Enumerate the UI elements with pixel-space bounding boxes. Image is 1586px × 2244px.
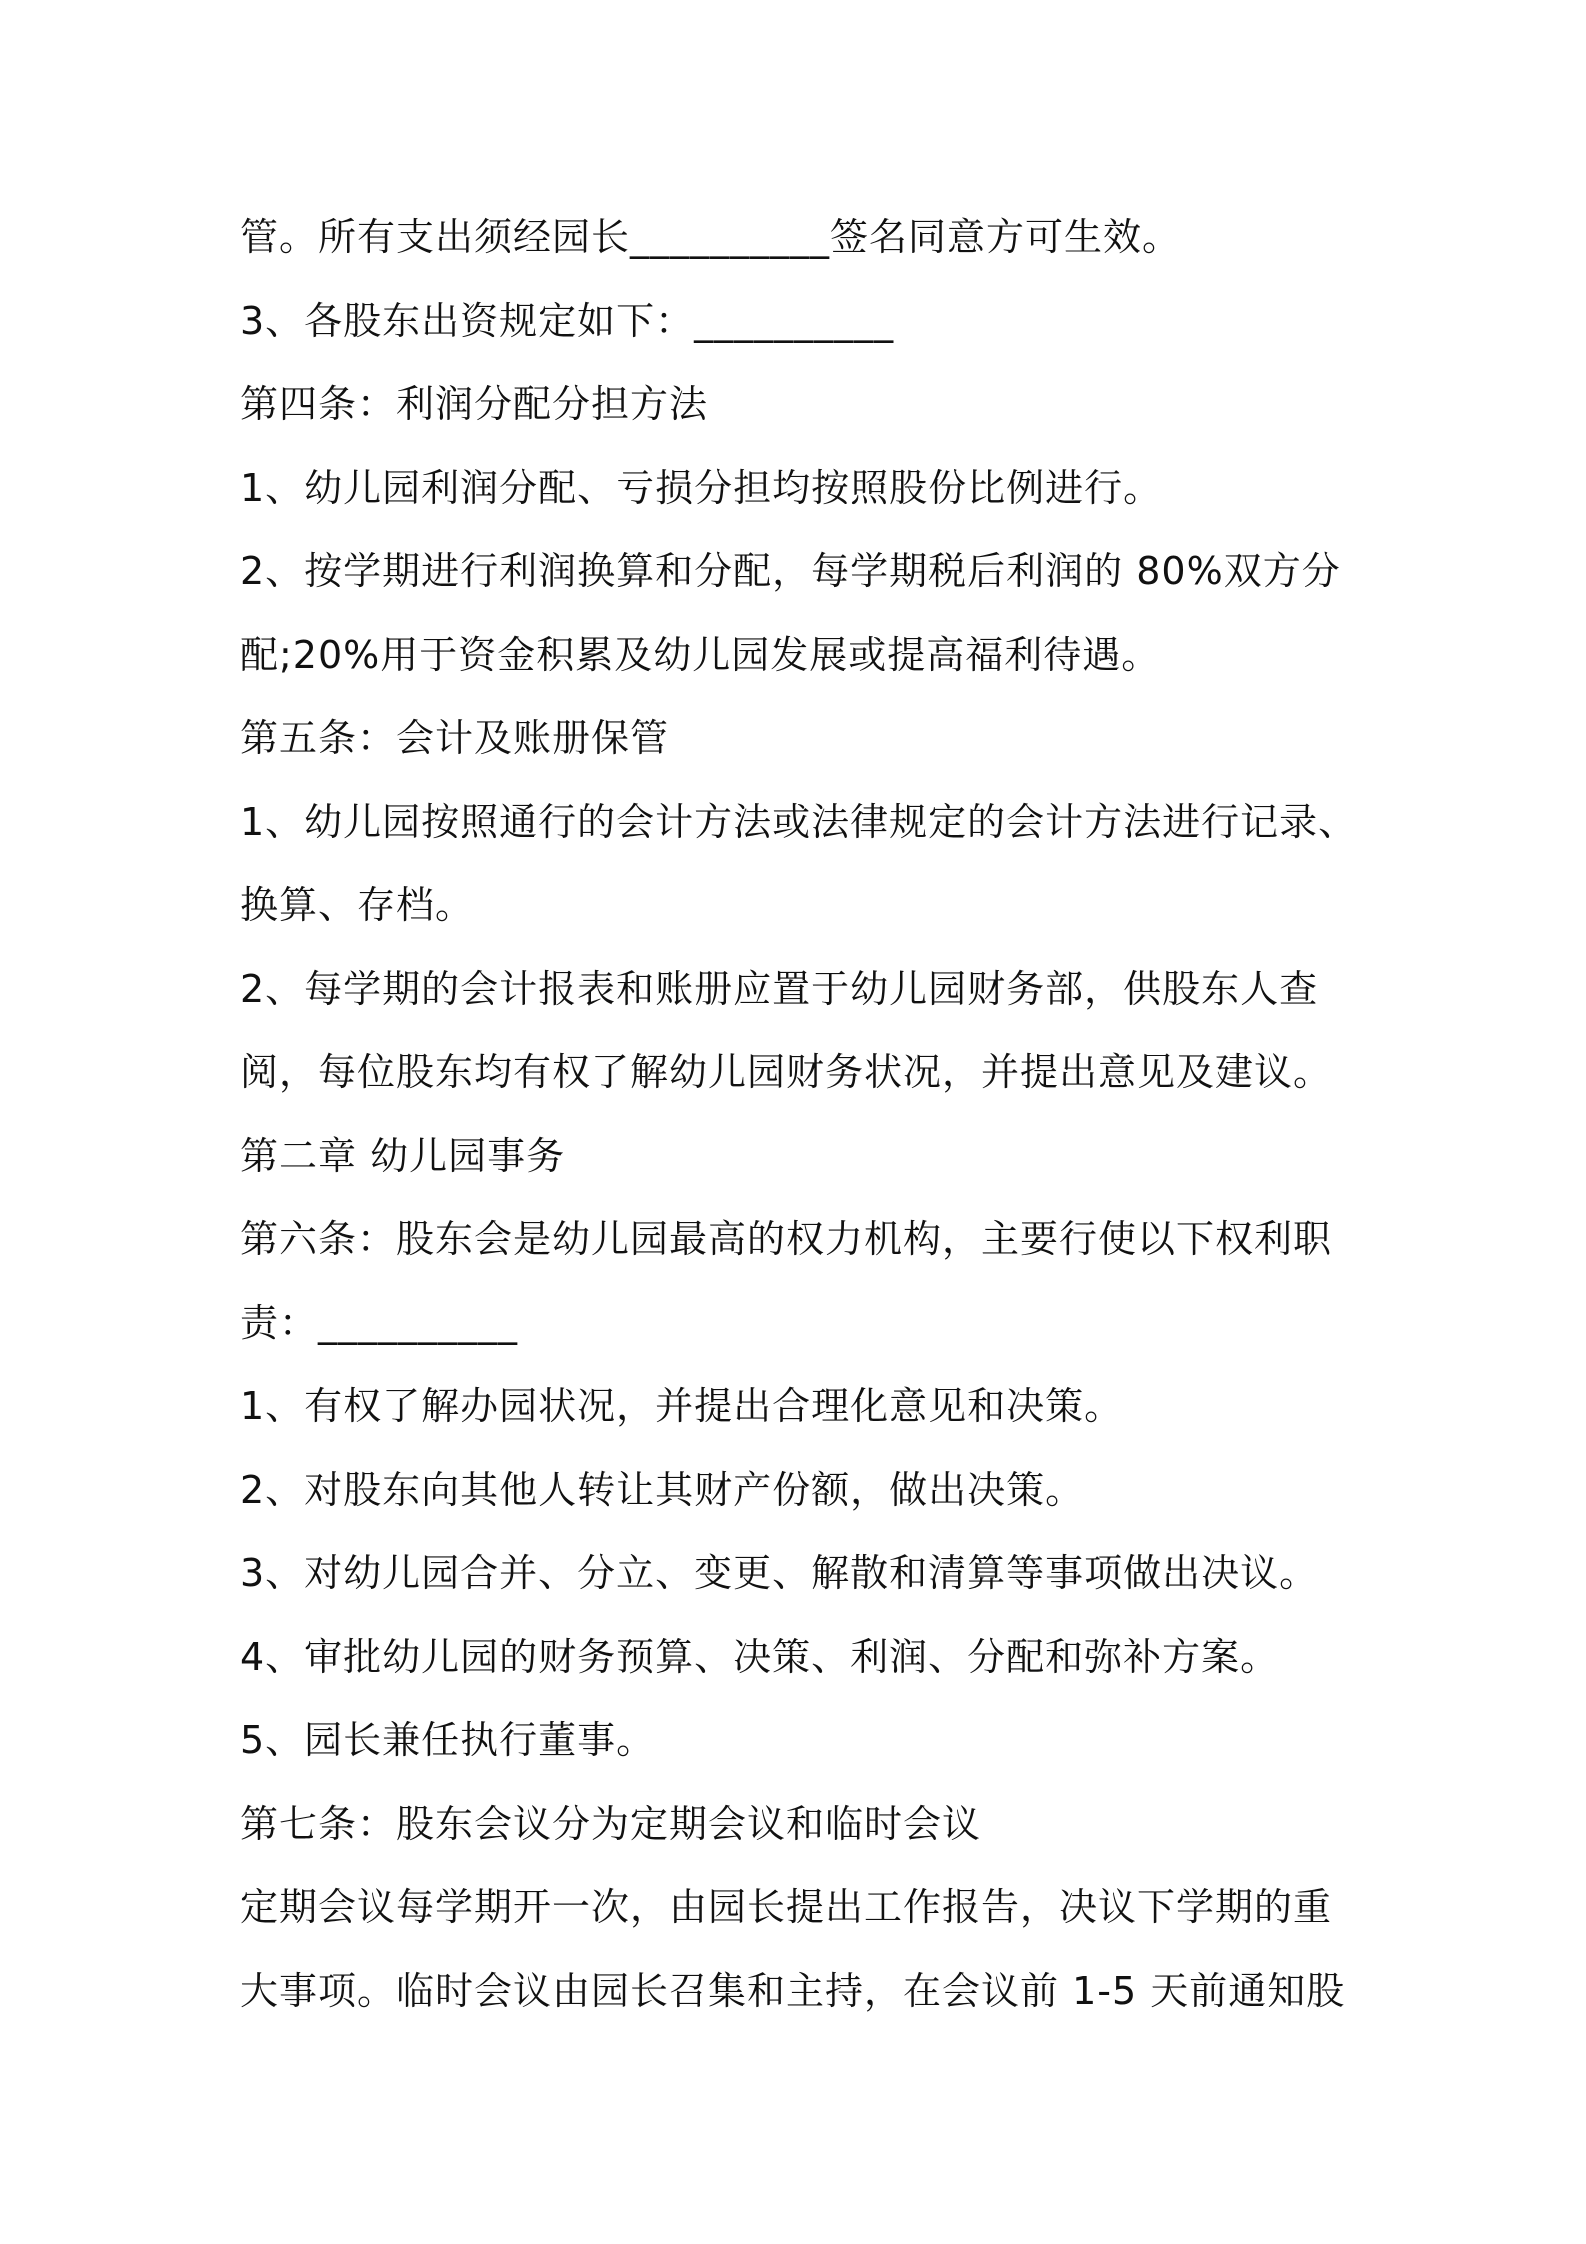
text-line: 1、有权了解办园状况，并提出合理化意见和决策。 (240, 1384, 1124, 1428)
section-heading: 第四条：利润分配分担方法 (240, 382, 709, 426)
text-line: 2、每学期的会计报表和账册应置于幼儿园财务部，供股东人查 (240, 966, 1319, 1011)
text-line: 1、幼儿园按照通行的会计方法或法律规定的会计方法进行记录、 (240, 799, 1358, 844)
section-heading: 第七条：股东会议分为定期会议和临时会议 (240, 1801, 982, 1846)
text-line: 3、对幼儿园合并、分立、变更、解散和清算等事项做出决议。 (240, 1551, 1319, 1595)
chapter-heading: 第二章 幼儿园事务 (240, 1133, 566, 1178)
text-line: 大事项。临时会议由园长召集和主持，在会议前 1-5 天前通知股 (240, 1968, 1346, 2013)
section-heading: 第六条：股东会是幼儿园最高的权力机构，主要行使以下权利职 (240, 1217, 1333, 1261)
text-line: 2、按学期进行利润换算和分配，每学期税后利润的 80%双方分 (240, 549, 1341, 593)
text-line: 管。所有支出须经园长__________签名同意方可生效。 (240, 215, 1182, 259)
text-line: 5、园长兼任执行董事。 (240, 1718, 656, 1762)
text-line: 配;20%用于资金积累及幼儿园发展或提高福利待遇。 (240, 632, 1161, 677)
text-line: 2、对股东向其他人转让其财产份额，做出决策。 (240, 1467, 1085, 1512)
text-line: 责：__________ (240, 1300, 519, 1345)
section-heading: 第五条：会计及账册保管 (240, 716, 670, 760)
text-line: 阅，每位股东均有权了解幼儿园财务状况，并提出意见及建议。 (240, 1050, 1333, 1094)
text-line: 3、各股东出资规定如下：__________ (240, 298, 895, 343)
document-body (240, 196, 1370, 2033)
text-line: 换算、存档。 (240, 883, 475, 927)
text-line: 定期会议每学期开一次，由园长提出工作报告，决议下学期的重 (240, 1885, 1333, 1929)
text-line: 1、幼儿园利润分配、亏损分担均按照股份比例进行。 (240, 465, 1163, 510)
text-line: 4、审批幼儿园的财务预算、决策、利润、分配和弥补方案。 (240, 1634, 1280, 1679)
